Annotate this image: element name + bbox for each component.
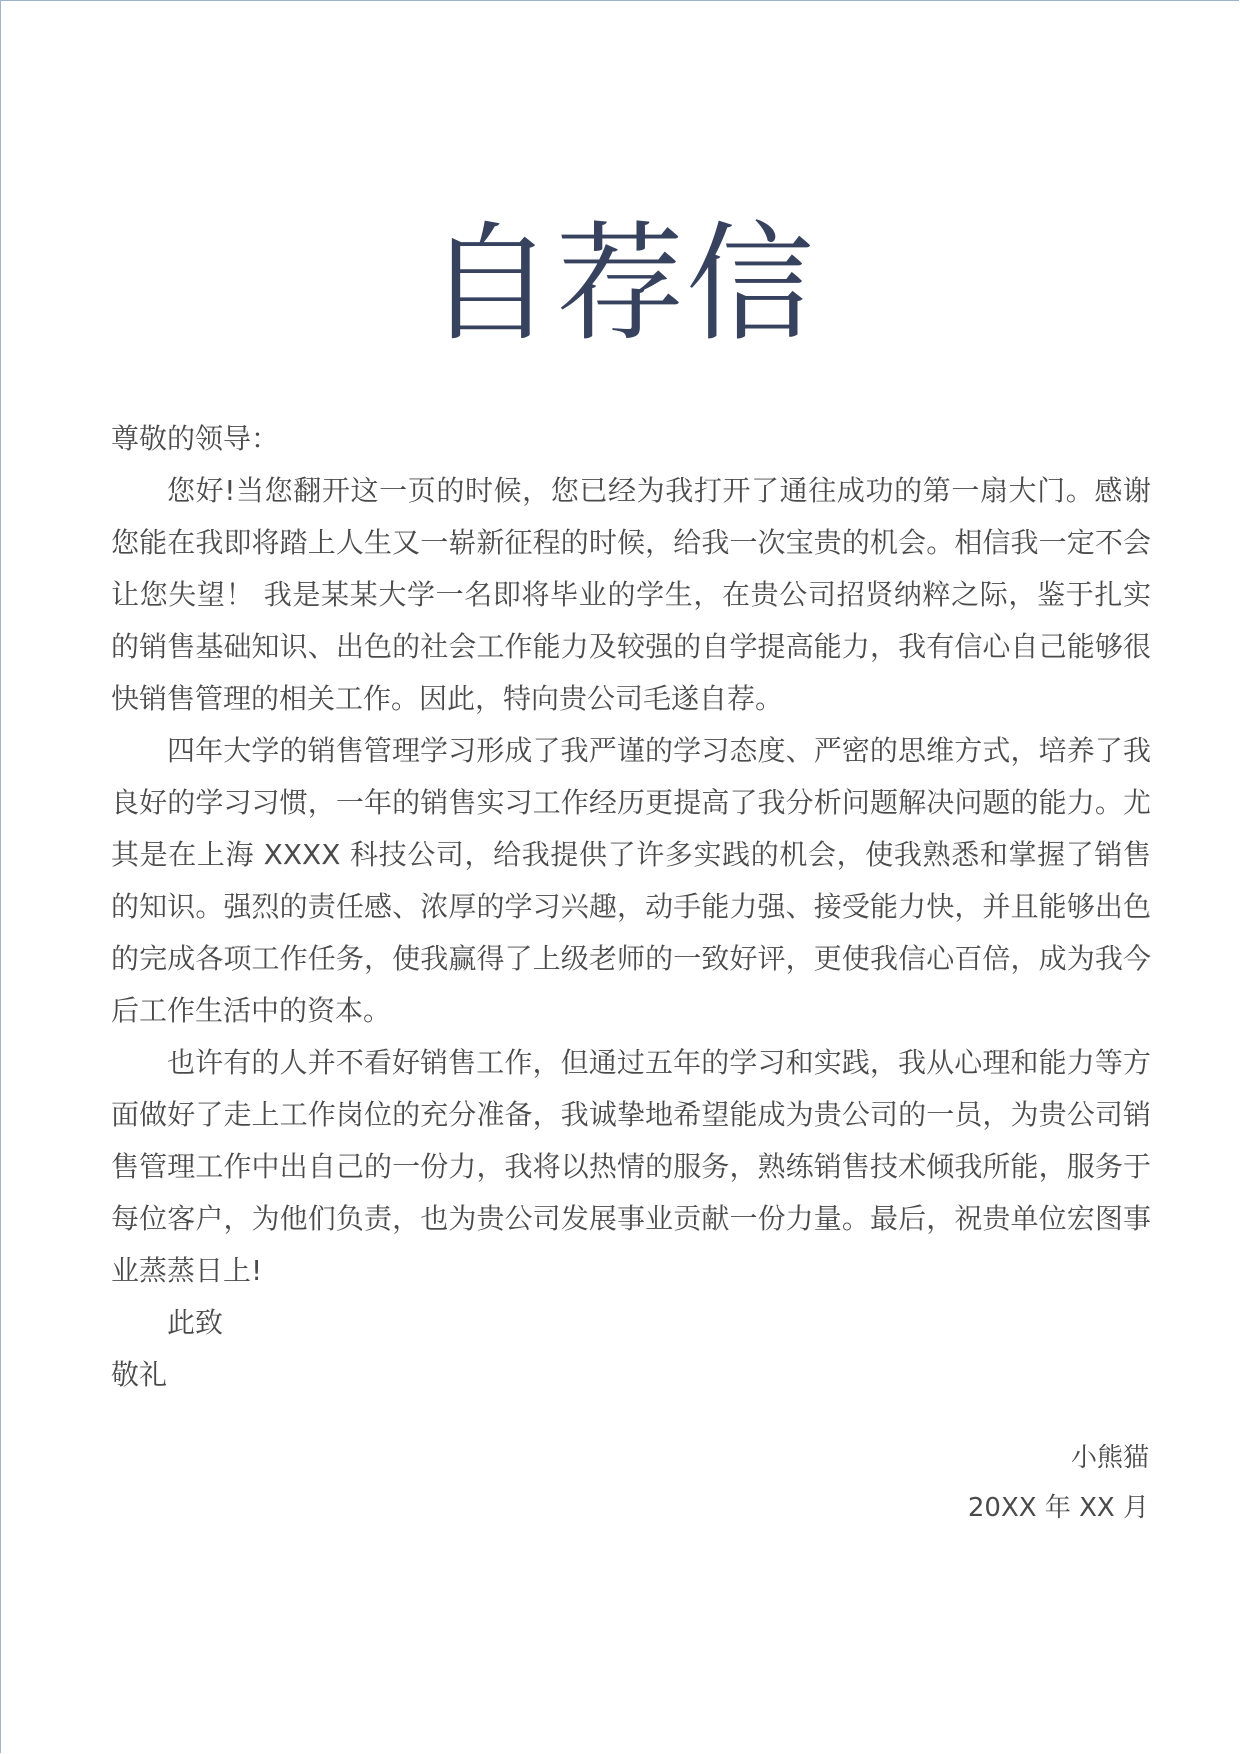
paragraph-3: 也许有的人并不看好销售工作，但通过五年的学习和实践，我从心理和能力等方面做好了走上工作岗位的充分准备，我诚挚地希望能成为贵公司的一员，为贵公司销售管理工作中出自己的一份力，我将以热情的服务，熟练销售技术倾我所能，服务于每位客户，为他们负责，也为贵公司发展事业贡献一份力量。最后，祝贵单位宏图事业蒸蒸日上! (111, 1046, 1151, 1287)
closing-line-1: 此致 (167, 1306, 224, 1339)
signature-name: 小熊猫 (1070, 1443, 1149, 1473)
closing-line-2: 敬礼 (111, 1358, 168, 1391)
salutation: 尊敬的领导： (111, 422, 280, 455)
paragraph-1: 您好!当您翻开这一页的时候，您已经为我打开了通往成功的第一扇大门。感谢您能在我即将踏上人生又一崭新征程的时候，给我一次宝贵的机会。相信我一定不会让您失望！ 我是某某大学一名即将毕业的学生，在贵公司招贤纳粹之际，鉴于扎实的销售基础知识、出色的社会工作能力及较强的自学提高能力，我有信心自己能够很快销售管理的相关工作。因此，特向贵公司毛遂自荐。 (111, 474, 1151, 715)
letter-title: 自荐信 (425, 209, 816, 359)
letter-body (111, 413, 1151, 1401)
signature-date: 20XX 年 XX 月 (967, 1493, 1149, 1523)
paragraph-2: 四年大学的销售管理学习形成了我严谨的学习态度、严密的思维方式，培养了我良好的学习习惯，一年的销售实习工作经历更提高了我分析问题解决问题的能力。尤其是在上海 XXXX 科技公司，给我提供了许多实践的机会，使我熟悉和掌握了销售的知识。强烈的责任感、浓厚的学习兴趣，动手能力强、接受能力快，并且能够出色的完成各项工作任务，使我赢得了上级老师的一致好评，更使我信心百倍，成为我今后工作生活中的资本。 (111, 734, 1151, 1027)
signature-block (968, 1433, 1149, 1533)
